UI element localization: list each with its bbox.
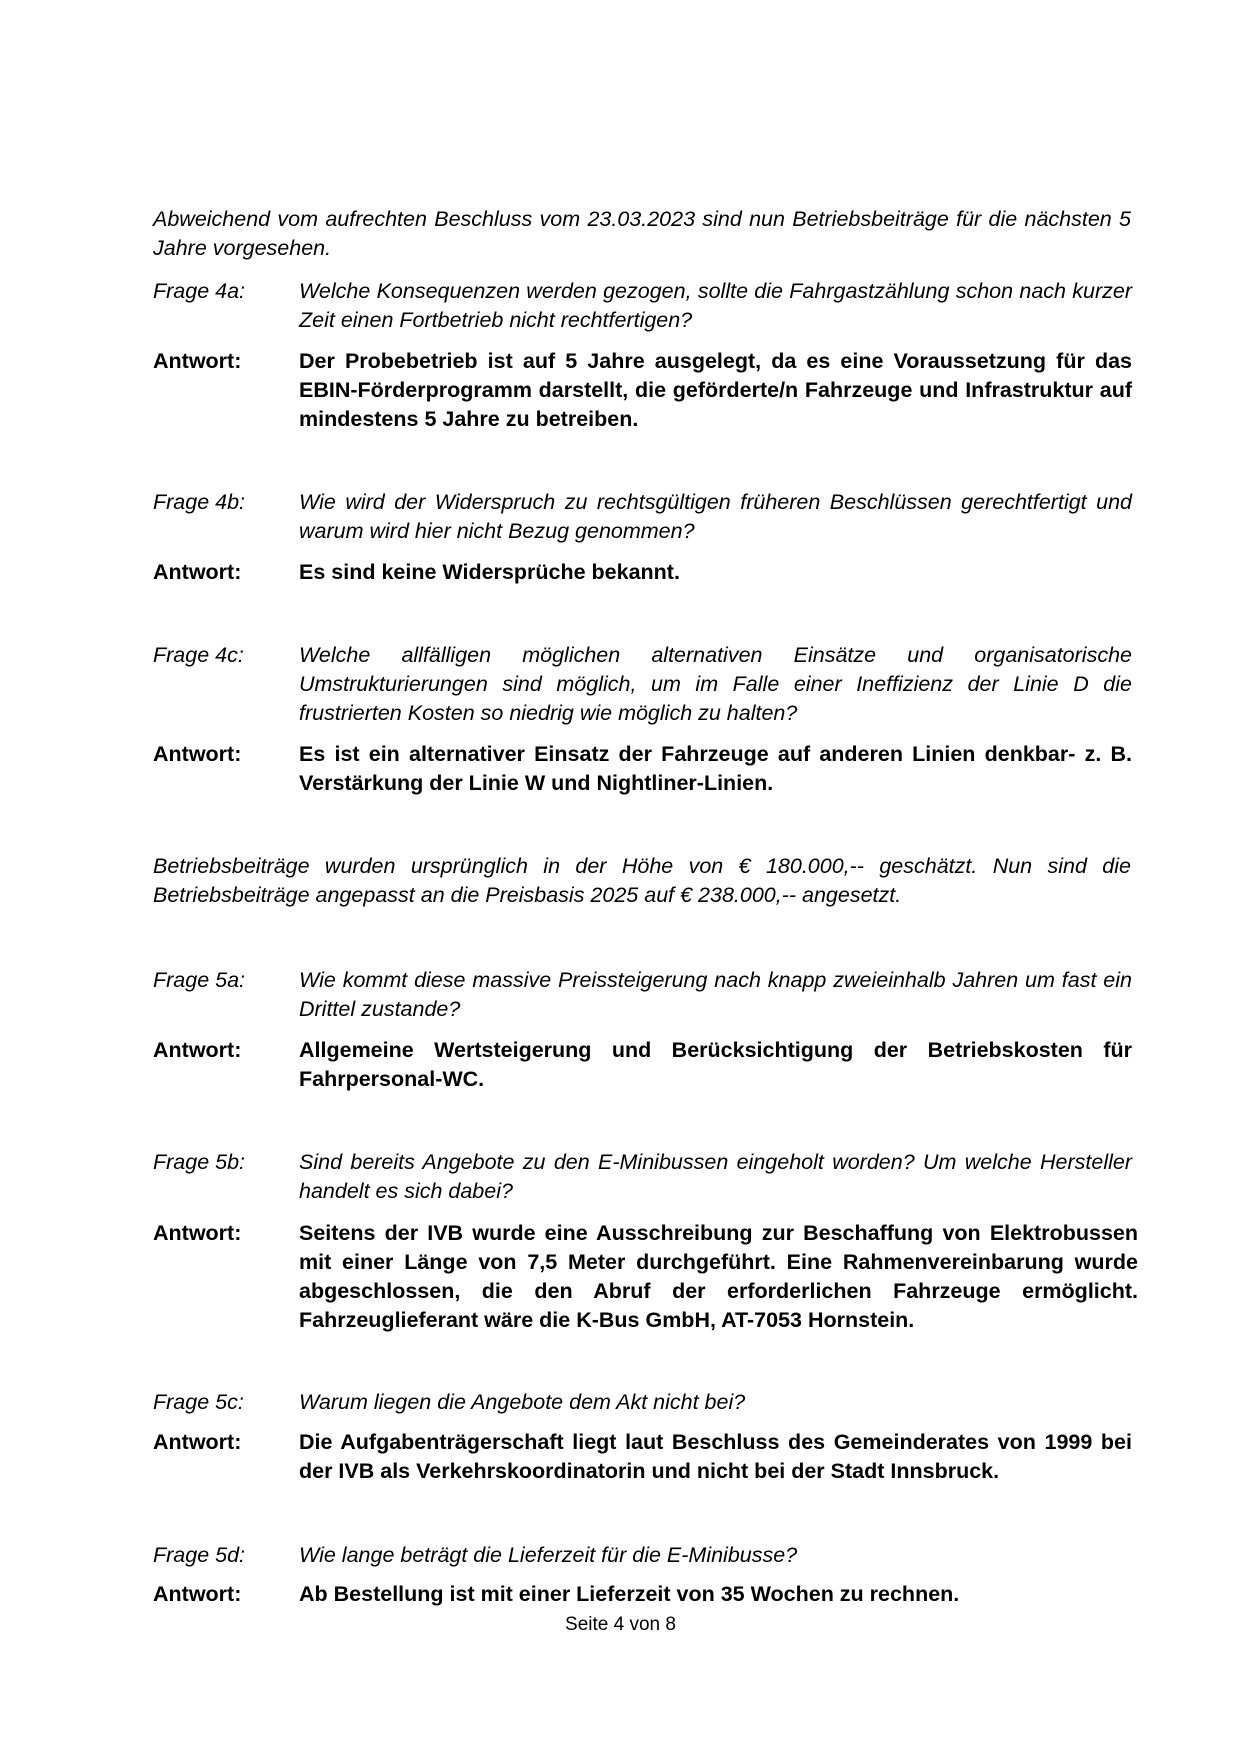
question-4a-label: Frage 4a: — [153, 279, 246, 303]
answer-5d-label: Antwort: — [153, 1582, 242, 1606]
answer-5c-label: Antwort: — [153, 1430, 242, 1454]
intro-paragraph-2: Betriebsbeiträge wurden ursprünglich in der Höhe von € 180.000,-- geschätzt. Nun sind die Betriebsbeiträge angepasst an die Preisbasis 2025 auf € 238.000,-- angesetzt. — [153, 854, 1131, 907]
answer-5a-text: Allgemeine Wertsteigerung und Berücksichtigung der Betriebskosten für Fahrpersonal-WC. — [299, 1038, 1132, 1091]
question-5b-label: Frage 5b: — [153, 1150, 246, 1174]
answer-5b-label: Antwort: — [153, 1221, 242, 1245]
answer-4b-label: Antwort: — [153, 560, 242, 584]
question-4c-label: Frage 4c: — [153, 643, 244, 667]
answer-4a-label: Antwort: — [153, 349, 242, 373]
page-number-footer: Seite 4 von 8 — [565, 1614, 676, 1635]
question-4b-label: Frage 4b: — [153, 490, 246, 514]
question-5d-text: Wie lange beträgt die Lieferzeit für die E-Minibusse? — [299, 1543, 798, 1567]
answer-4c-label: Antwort: — [153, 742, 242, 766]
question-4b-text: Wie wird der Widerspruch zu rechtsgültigen früheren Beschlüssen gerechtfertigt und warum wird hier nicht Bezug genommen? — [299, 490, 1132, 543]
question-5a-label: Frage 5a: — [153, 968, 246, 992]
question-5a-text: Wie kommt diese massive Preissteigerung nach knapp zweieinhalb Jahren um fast ein Drittel zustande? — [299, 968, 1132, 1021]
answer-5c-text: Die Aufgabenträgerschaft liegt laut Beschluss des Gemeinderates von 1999 bei der IVB als Verkehrskoordinatorin und nicht bei der Stadt Innsbruck. — [299, 1430, 1132, 1483]
question-4c-text: Welche allfälligen möglichen alternativen Einsätze und organisatorische Umstrukturierungen sind möglich, um im Falle einer Ineffizienz der Linie D die frustrierten Kosten so niedrig wie möglich zu halten? — [299, 643, 1132, 725]
answer-4a-text: Der Probebetrieb ist auf 5 Jahre ausgelegt, da es eine Voraussetzung für das EBIN-Förderprogramm darstellt, die geförderte/n Fahrzeuge und Infrastruktur auf mindestens 5 Jahre zu betreiben. — [299, 349, 1132, 431]
question-5c-text: Warum liegen die Angebote dem Akt nicht bei? — [299, 1390, 746, 1414]
answer-5b-text: Seitens der IVB wurde eine Ausschreibung zur Beschaffung von Elektrobussen mit einer Länge von 7,5 Meter durchgeführt. Eine Rahmenvereinbarung wurde abgeschlossen, die den Abruf der erforderlichen Fahrzeuge ermöglicht. Fahrzeuglieferant wäre die K-Bus GmbH, AT-7053 Hornstein. — [299, 1221, 1138, 1332]
answer-4c-text: Es ist ein alternativer Einsatz der Fahrzeuge auf anderen Linien denkbar- z. B. Verstärkung der Linie W und Nightliner-Linien. — [299, 742, 1132, 795]
question-4a-text: Welche Konsequenzen werden gezogen, sollte die Fahrgastzählung schon nach kurzer Zeit einen Fortbetrieb nicht rechtfertigen? — [299, 279, 1132, 332]
answer-5a-label: Antwort: — [153, 1038, 242, 1062]
question-5c-label: Frage 5c: — [153, 1390, 244, 1414]
question-5d-label: Frage 5d: — [153, 1543, 246, 1567]
intro-paragraph-1: Abweichend vom aufrechten Beschluss vom 23.03.2023 sind nun Betriebsbeiträge für die nächsten 5 Jahre vorgesehen. — [153, 207, 1131, 260]
answer-4b-text: Es sind keine Widersprüche bekannt. — [299, 560, 680, 584]
answer-5d-text: Ab Bestellung ist mit einer Lieferzeit von 35 Wochen zu rechnen. — [299, 1582, 960, 1606]
question-5b-text: Sind bereits Angebote zu den E-Minibussen eingeholt worden? Um welche Hersteller handelt es sich dabei? — [299, 1150, 1132, 1203]
